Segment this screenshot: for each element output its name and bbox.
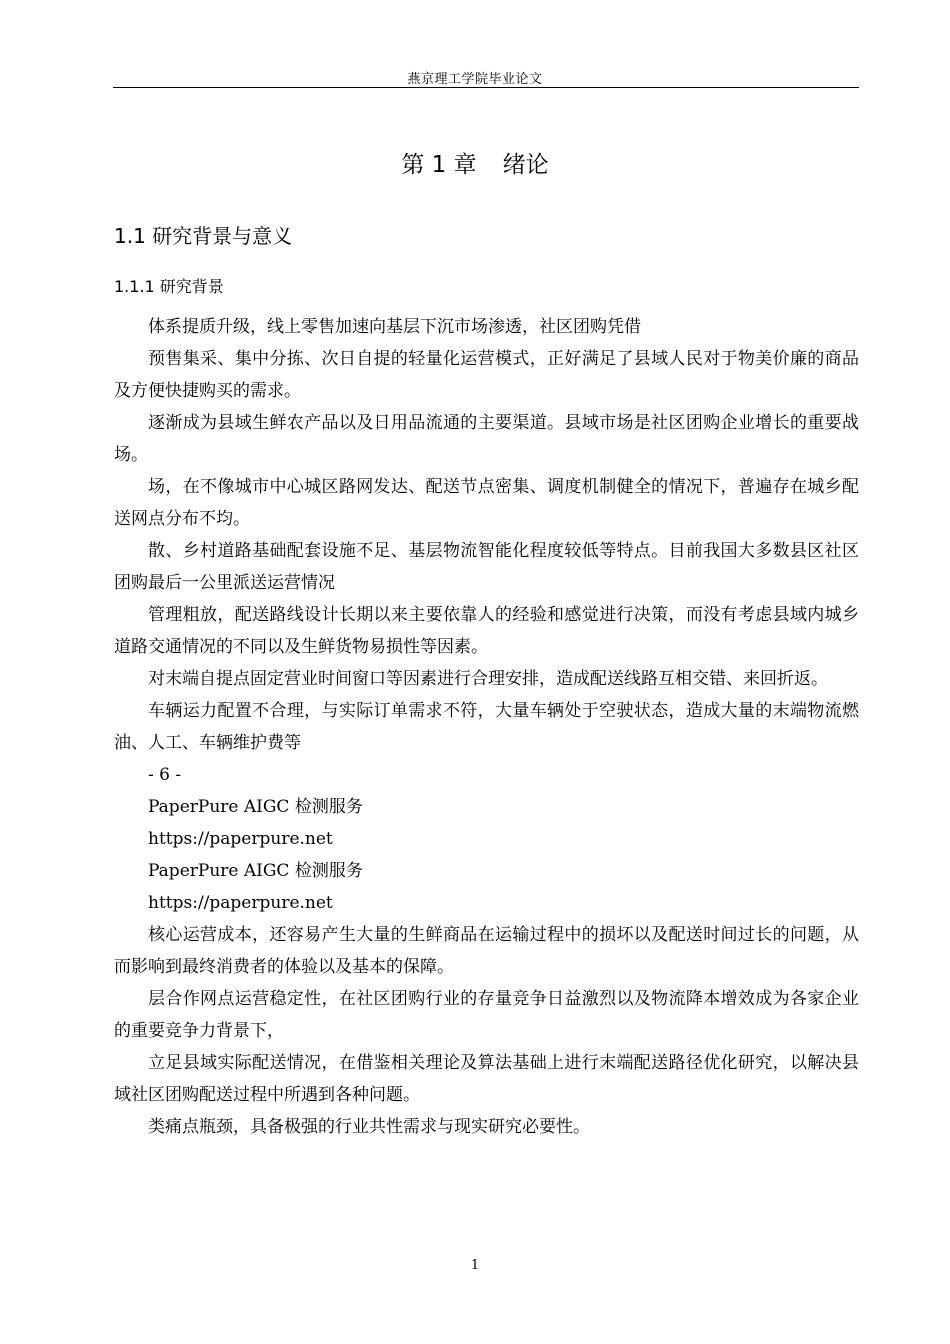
- chapter-title: [0, 146, 950, 179]
- section-heading: 1.1 研究背景与意义: [114, 224, 293, 248]
- paragraph: 层合作网点运营稳定性，在社区团购行业的存量竞争日益激烈以及物流降本增效成为各家企业的重要竞争力背景下，: [114, 989, 859, 1041]
- paragraph: 类痛点瓶颈，具备极强的行业共性需求与现实研究必要性。: [148, 1117, 590, 1137]
- chapter-name: 绪论: [502, 152, 549, 178]
- paragraph: 对末端自提点固定营业时间窗口等因素进行合理安排，造成配送线路互相交错、来回折返。: [148, 669, 828, 689]
- page-marker-text: - 6 -: [148, 765, 182, 785]
- paragraph: 车辆运力配置不合理，与实际订单需求不符，大量车辆处于空驶状态，造成大量的末端物流燃油、人工、车辆维护费等: [114, 701, 859, 753]
- watermark-text: PaperPure AIGC 检测服务: [148, 797, 363, 817]
- paragraph: 预售集采、集中分拣、次日自提的轻量化运营模式，正好满足了县域人民对于物美价廉的商品及方便快捷购买的需求。: [114, 349, 859, 401]
- paragraph: 核心运营成本，还容易产生大量的生鲜商品在运输过程中的损坏以及配送时间过长的问题，从而影响到最终消费者的体验以及基本的保障。: [114, 925, 859, 977]
- header-rule: [113, 87, 859, 88]
- paragraph: 管理粗放，配送路线设计长期以来主要依靠人的经验和感觉进行决策，而没有考虑县域内城乡道路交通情况的不同以及生鲜货物易损性等因素。: [114, 605, 859, 657]
- paragraph: 场，在不像城市中心城区路网发达、配送节点密集、调度机制健全的情况下，普遍存在城乡配送网点分布不均。: [114, 477, 859, 529]
- paragraph: 立足县域实际配送情况，在借鉴相关理论及算法基础上进行末端配送路径优化研究，以解决县域社区团购配送过程中所遇到各种问题。: [114, 1053, 859, 1105]
- watermark-link-text: https://paperpure.net: [148, 829, 333, 849]
- watermark-text: PaperPure AIGC 检测服务: [148, 861, 363, 881]
- body-text: [114, 311, 859, 1143]
- page-number: 1: [470, 1258, 480, 1273]
- paragraph: 散、乡村道路基础配套设施不足、基层物流智能化程度较低等特点。目前我国大多数县区社区团购最后一公里派送运营情况: [114, 541, 859, 593]
- paragraph: 体系提质升级，线上零售加速向基层下沉市场渗透，社区团购凭借: [148, 317, 641, 337]
- running-header: 燕京理工学院毕业论文: [407, 72, 543, 87]
- subsection-heading: 1.1.1 研究背景: [114, 277, 224, 296]
- paragraph: 逐渐成为县域生鲜农产品以及日用品流通的主要渠道。县域市场是社区团购企业增长的重要战场。: [114, 413, 859, 465]
- watermark-link-text: https://paperpure.net: [148, 893, 333, 913]
- chapter-number: 第 1 章: [401, 152, 477, 178]
